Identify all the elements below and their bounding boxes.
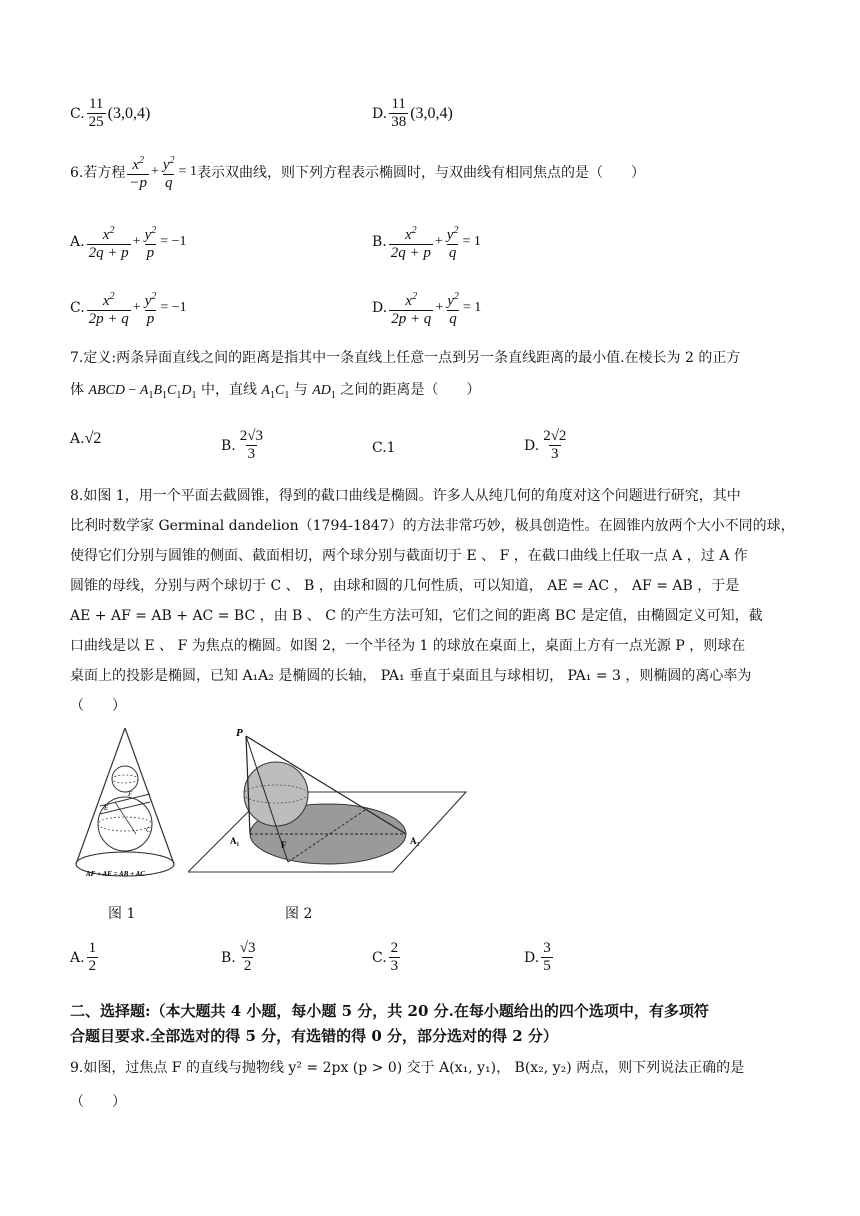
q6-option-a: A. $\frac{x^2}{2q + p}$ + $\frac{y^2}{p}$ = −1 bbox=[70, 225, 187, 261]
svg-text:F: F bbox=[281, 840, 287, 850]
q6-option-d: D. $\frac{x^2}{2p + q}$ + $\frac{y^2}{q}$ = 1 bbox=[372, 291, 482, 327]
q6-option-b: B. $\frac{x^2}{2q + p}$ + $\frac{y^2}{q}$ = 1 bbox=[372, 225, 481, 261]
q8-option-b: B. $\frac{√3}{2}$ bbox=[221, 940, 256, 974]
q8-line1: 8.如图 1，用一个平面去截圆锥，得到的截口曲线是椭圆。许多人从纯几何的角度对这个问题进行研究，其中 bbox=[70, 488, 741, 504]
q8-line3: 使得它们分别与圆锥的侧面、截面相切，两个球分别与截面切于 E 、 F ，在截口曲线上任取一点 A ，过 A 作 bbox=[70, 548, 748, 564]
section-2-heading-line2: 合题目要求.全部选对的得 5 分，有选错的得 0 分，部分选对的得 2 分） bbox=[70, 1027, 558, 1045]
svg-text:E: E bbox=[104, 804, 109, 812]
svg-text:P: P bbox=[236, 727, 243, 739]
q7-option-d: D. $\frac{2√2}{3}$ bbox=[524, 428, 567, 462]
q8-line5: AE + AF = AB + AC = BC ，由 B 、 C 的产生方法可知，它们之间的距离 BC 是定值，由椭圆定义可知，截 bbox=[70, 608, 763, 624]
q7-option-b: B. $\frac{2√3}{3}$ bbox=[221, 428, 263, 462]
figure-1-caption: 图 1 bbox=[108, 906, 136, 922]
svg-text:A₂: A₂ bbox=[410, 836, 420, 846]
q8-option-c: C. $\frac{2}{3}$ bbox=[372, 940, 399, 974]
q8-line8: （ ） bbox=[70, 698, 126, 714]
figure-2-caption: 图 2 bbox=[285, 906, 313, 922]
q7-option-c: C.1 bbox=[372, 440, 396, 456]
q8-line7: 桌面上的投影是椭圆，已知 A₁A₂ 是椭圆的长轴， PA₁ 垂直于桌面且与球相切， PA₁ = 3 ，则椭圆的离心率为 bbox=[70, 668, 752, 684]
svg-text:AF + AE = AB + AC: AF + AE = AB + AC bbox=[86, 870, 145, 878]
q9-line2: （ ） bbox=[70, 1094, 126, 1110]
fraction: $\frac{11}{38}$ bbox=[391, 96, 407, 130]
q6-stem: 6.若方程 $\frac{x^2}{-p}$ + $\frac{y^2}{q}$ = 1 表示双曲线，则下列方程表示椭圆时，与双曲线有相同焦点的是（ ） bbox=[70, 155, 645, 191]
q5-option-c: C. $\frac{11}{25}$ (3,0,4) bbox=[70, 96, 151, 130]
q8-line2: 比利时数学家 Germinal dandelion（1794-1847）的方法非常巧妙，极具创造性。在圆锥内放两个大小不同的球， bbox=[70, 518, 795, 534]
figure-2-sphere-shadow bbox=[188, 724, 478, 884]
svg-text:F: F bbox=[128, 790, 133, 798]
q8-line4: 圆锥的母线，分别与两个球切于 C 、 B ，由球和圆的几何性质，可以知道， AE = AC ， AF = AB ，于是 bbox=[70, 578, 740, 594]
q7-option-a: A. √2 bbox=[70, 430, 102, 447]
figure-1-cone bbox=[70, 724, 180, 884]
q8-line6: 口曲线是以 E 、 F 为焦点的椭圆。如图 2，一个半径为 1 的球放在桌面上，桌面上方有一点光源 P ，则球在 bbox=[70, 638, 746, 654]
svg-text:A₁: A₁ bbox=[230, 836, 240, 846]
q9-line1: 9.如图，过焦点 F 的直线与抛物线 y² = 2px (p > 0) 交于 A(x₁, y₁)， B(x₂, y₂) 两点，则下列说法正确的是 bbox=[70, 1060, 745, 1076]
q7-line1: 7.定义:两条异面直线之间的距离是指其中一条直线上任意一点到另一条直线距离的最小值.在棱长为 2 的正方 bbox=[70, 350, 741, 366]
q8-option-d: D. $\frac{3}{5}$ bbox=[524, 940, 551, 974]
section-2-heading-line1: 二、选择题:（本大题共 4 小题，每小题 5 分，共 20 分.在每小题给出的四个选项中，有多项符 bbox=[70, 1002, 709, 1020]
q6-option-c: C. $\frac{x^2}{2p + q}$ + $\frac{y^2}{p}$ = −1 bbox=[70, 291, 187, 327]
q5-option-d: D. $\frac{11}{38}$ (3,0,4) bbox=[372, 96, 453, 130]
fraction: $\frac{11}{25}$ bbox=[88, 96, 104, 130]
q8-option-a: A. $\frac{1}{2}$ bbox=[70, 940, 97, 974]
q7-line2: 体 ABCD − $A_1B_1C_1D_1$ 中，直线 $A_1C_1$ 与 $AD_1$ 之间的距离是（ ） bbox=[70, 382, 481, 401]
svg-text:C: C bbox=[146, 826, 151, 834]
